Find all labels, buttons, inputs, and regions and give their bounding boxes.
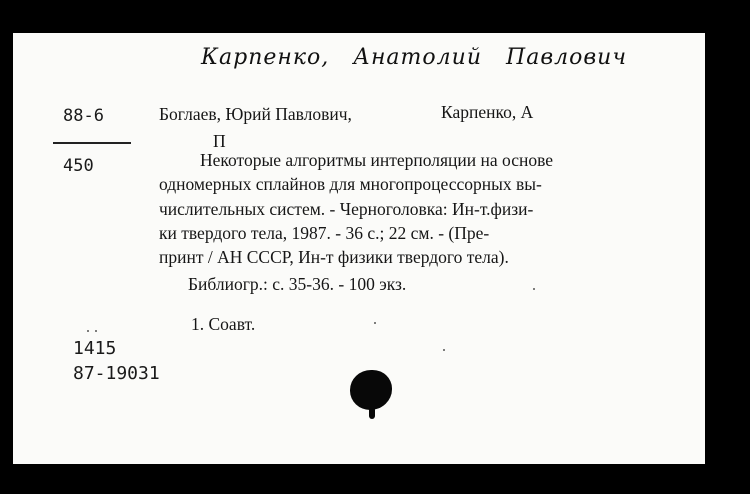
main-author: Боглаев, Юрий Павлович, <box>159 104 352 124</box>
ink-blot-drip <box>369 407 375 419</box>
handwritten-first-name: Анатолий <box>353 45 483 70</box>
bibliography-note: Библиогр.: с. 35-36. - 100 экз. <box>188 274 407 294</box>
description-line: ки твердого тела, 1987. - 36 с.; 22 см. - (Пре- <box>159 223 490 243</box>
call-number-bottom: 450 <box>63 156 94 176</box>
handwritten-patronymic: Павлович <box>506 45 628 70</box>
handwritten-author-heading <box>201 45 651 70</box>
description-line: числительных систем. - Черноголовка: Ин-т.физи- <box>159 199 534 219</box>
ink-speck <box>443 349 445 351</box>
description-line: принт / АН СССР, Ин-т физики твердого тела). <box>159 247 509 267</box>
call-number-top: 88-6 <box>63 106 104 126</box>
coauthor-continuation: П <box>213 131 226 151</box>
ink-speck <box>533 288 535 290</box>
description-line: одномерных сплайнов для многопроцессорных вы- <box>159 174 542 194</box>
description-line: Некоторые алгоритмы интерполяции на основе <box>200 150 554 170</box>
inventory-number: 1415 <box>73 338 117 359</box>
ink-speck <box>87 330 89 332</box>
ink-speck <box>95 330 97 332</box>
ink-speck <box>374 322 376 324</box>
call-number-divider <box>53 142 131 144</box>
coauthor: Карпенко, А <box>441 102 534 122</box>
handwritten-surname: Карпенко, <box>201 45 330 70</box>
tracing-note: 1. Соавт. <box>191 314 256 334</box>
ink-blot <box>350 370 392 410</box>
catalog-card <box>13 33 705 464</box>
record-number: 87-19031 <box>73 363 160 384</box>
